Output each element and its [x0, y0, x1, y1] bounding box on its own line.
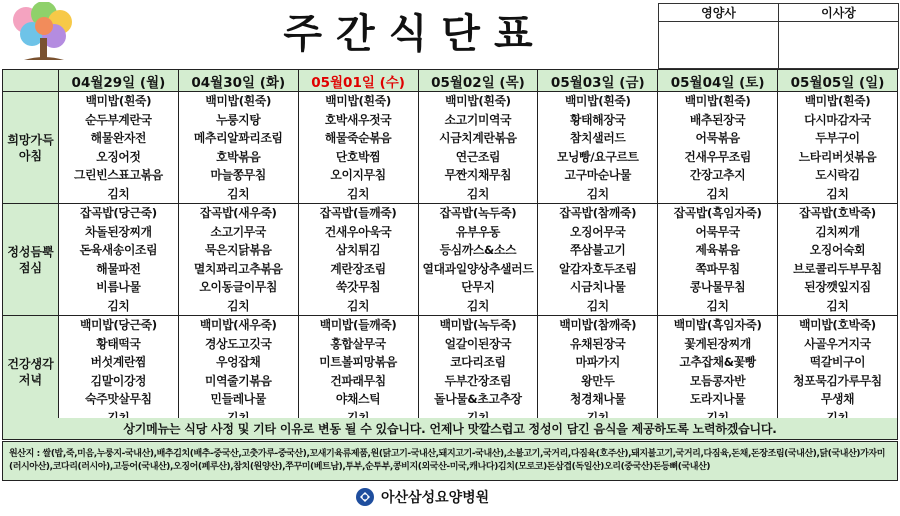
page-title: 주간식단표 — [283, 11, 547, 57]
signature-box[interactable] — [779, 22, 899, 69]
menu-item: 잡곡밥(흑임자죽) — [673, 206, 762, 220]
meal-label-line: 희망가득 — [7, 132, 54, 147]
menu-item: 김치 — [826, 298, 849, 313]
menu-item: 사골우거지국 — [804, 336, 871, 351]
day-header: 04월29일 (월) — [59, 70, 179, 92]
menu-item: 김치찌개 — [815, 224, 860, 239]
day-header: 04월30일 (화) — [178, 70, 298, 92]
menu-item: 백미밥(흰죽) — [325, 94, 391, 108]
day-header: 05월05일 (일) — [778, 70, 898, 92]
menu-item: 김치 — [227, 186, 250, 201]
menu-item: 삼치튀김 — [335, 243, 381, 257]
menu-item: 백미밥(흰죽) — [205, 94, 272, 108]
menu-item: 도라지나물 — [689, 392, 746, 406]
menu-item: 간장고추지 — [689, 168, 746, 182]
day-header-row — [3, 70, 898, 92]
menu-item: 김치 — [586, 186, 609, 201]
menu-cell — [778, 92, 898, 204]
menu-cell — [538, 316, 658, 428]
menu-item: 오이동글이무침 — [199, 280, 278, 294]
menu-item: 콩나물무침 — [689, 280, 746, 294]
menu-cell — [298, 204, 418, 316]
menu-item: 제육볶음 — [695, 243, 740, 257]
menu-item: 김치 — [347, 186, 370, 201]
menu-item: 순두부계란국 — [85, 112, 152, 127]
menu-item: 마늘쫑무침 — [210, 168, 266, 182]
tree-logo — [4, 2, 82, 64]
menu-item: 쑥갓무침 — [335, 280, 381, 294]
menu-item: 버섯계란찜 — [90, 355, 147, 369]
menu-item: 단무지 — [461, 280, 495, 294]
menu-item: 코다리조림 — [450, 355, 506, 369]
menu-item: 등심까스&소스 — [439, 243, 517, 257]
menu-item: 김치 — [347, 298, 370, 313]
meal-row — [3, 204, 898, 316]
menu-item: 미역줄기볶음 — [204, 373, 272, 388]
menu-item: 김치 — [466, 186, 490, 201]
menu-item: 백미밥(흰죽) — [564, 94, 631, 108]
menu-item: 두부간장조림 — [444, 373, 512, 388]
menu-item: 시금치계란볶음 — [439, 131, 517, 145]
menu-item: 백미밥(흰죽) — [684, 94, 751, 108]
menu-item: 유부우동 — [455, 224, 501, 239]
menu-item: 김치 — [706, 298, 729, 313]
menu-item: 숙주맛살무침 — [85, 392, 152, 406]
menu-cell — [418, 316, 538, 428]
meal-label — [3, 204, 59, 316]
menu-item: 연근조림 — [455, 149, 501, 164]
menu-cell — [538, 204, 658, 316]
menu-item: 김치 — [466, 298, 490, 313]
menu-item: 홍합살무국 — [330, 336, 386, 351]
menu-item: 황태떡국 — [96, 336, 141, 351]
approver-label: 이사장 — [779, 4, 899, 22]
menu-item: 배추된장국 — [689, 112, 746, 127]
menu-item: 도시락김 — [815, 168, 860, 182]
menu-cell — [178, 92, 298, 204]
menu-item: 참치샐러드 — [570, 131, 626, 145]
menu-item: 호박볶음 — [216, 149, 261, 164]
menu-cell — [59, 92, 179, 204]
menu-item: 무짠지채무침 — [444, 168, 512, 182]
meal-label-line: 건강생각 — [7, 356, 54, 371]
menu-item: 경상도고깃국 — [204, 336, 272, 351]
menu-item: 잡곡밥(녹두죽) — [439, 206, 517, 220]
menu-item: 백미밥(흰죽) — [804, 94, 871, 108]
menu-item: 단호박찜 — [335, 149, 381, 164]
menu-item: 열대과일양상추샐러드 — [422, 261, 534, 276]
menu-cell — [298, 316, 418, 428]
menu-item: 어묵볶음 — [695, 131, 740, 145]
menu-item: 김치 — [107, 186, 130, 201]
menu-item: 돈육새송이조림 — [79, 243, 158, 257]
menu-item: 왕만두 — [581, 373, 615, 388]
hospital-footer — [355, 484, 489, 510]
menu-cell — [778, 316, 898, 428]
menu-item: 차돌된장찌개 — [85, 224, 152, 239]
day-header: 05월03일 (금) — [538, 70, 658, 92]
menu-cell — [59, 204, 179, 316]
menu-item: 우엉잡채 — [216, 355, 261, 369]
menu-item: 시금치나물 — [570, 280, 626, 294]
menu-item: 잡곡밥(참깨죽) — [559, 206, 637, 220]
menu-item: 된장깻잎지짐 — [804, 280, 871, 294]
menu-item: 백미밥(호박죽) — [799, 318, 876, 332]
menu-item: 오징어젓 — [96, 149, 141, 164]
menu-item: 건새우아욱국 — [324, 224, 392, 239]
approver-label: 영양사 — [659, 4, 779, 22]
weekly-menu-table — [2, 69, 898, 428]
menu-item: 돌나물&초고추장 — [434, 392, 522, 406]
hospital-name: 아산삼성요양병원 — [381, 490, 490, 506]
meal-label-line: 정성듬뿍 — [7, 244, 54, 259]
day-header: 05월02일 (목) — [418, 70, 538, 92]
meal-label-line: 점심 — [18, 260, 43, 275]
menu-cell — [59, 316, 179, 428]
menu-item: 오징어무국 — [570, 224, 626, 239]
menu-cell — [658, 316, 778, 428]
menu-item: 얼갈이된장국 — [444, 336, 512, 351]
menu-item: 잡곡밥(호박죽) — [799, 206, 876, 220]
menu-item: 잡곡밥(당근죽) — [80, 206, 157, 220]
meal-row — [3, 316, 898, 428]
menu-item: 느타리버섯볶음 — [798, 149, 877, 164]
approval-table — [658, 3, 899, 69]
menu-item: 어묵무국 — [695, 224, 740, 239]
menu-item: 김치 — [227, 298, 250, 313]
meal-label-line: 저녁 — [18, 372, 43, 387]
menu-item: 오징어숙회 — [809, 243, 866, 257]
menu-item: 미트볼피망볶음 — [319, 355, 397, 369]
menu-item: 무생채 — [820, 392, 855, 406]
menu-item: 김치 — [107, 298, 130, 313]
menu-item: 떡갈비구이 — [809, 355, 866, 369]
menu-item: 해물완자전 — [90, 131, 147, 145]
menu-item: 쪽파무침 — [695, 261, 740, 276]
menu-item: 꽃게된장찌개 — [684, 336, 751, 351]
day-header: 05월04일 (토) — [658, 70, 778, 92]
menu-item: 황태해장국 — [570, 112, 626, 127]
menu-item: 해물파전 — [96, 261, 141, 276]
menu-item: 누룽지탕 — [216, 112, 261, 127]
menu-item: 알감자호두조림 — [558, 261, 637, 276]
menu-item: 비름나물 — [96, 280, 141, 294]
menu-item: 해물죽순볶음 — [324, 131, 392, 145]
menu-item: 오이지무침 — [330, 168, 386, 182]
menu-item: 계란장조림 — [330, 261, 386, 276]
menu-item: 고구마순나물 — [564, 168, 632, 182]
menu-cell — [298, 92, 418, 204]
menu-cell — [538, 92, 658, 204]
menu-item: 두부구이 — [815, 131, 860, 145]
menu-item: 김치 — [826, 186, 849, 201]
menu-item: 청포묵김가루무침 — [793, 373, 882, 388]
menu-item: 쭈삼불고기 — [570, 243, 626, 257]
menu-item: 백미밥(들깨죽) — [319, 318, 397, 332]
menu-cell — [178, 316, 298, 428]
menu-item: 백미밥(참깨죽) — [559, 318, 637, 332]
corner-cell — [3, 70, 59, 92]
menu-item: 브로콜리두부무침 — [793, 261, 882, 276]
menu-cell — [418, 92, 538, 204]
day-header-holiday: 05월01일 (수) — [298, 70, 418, 92]
menu-item: 잡곡밥(들깨죽) — [319, 206, 397, 220]
menu-cell — [418, 204, 538, 316]
menu-item: 유채된장국 — [570, 336, 626, 351]
menu-item: 소고기미역국 — [444, 112, 512, 127]
menu-item: 민들레나물 — [210, 392, 266, 406]
menu-item: 야채스틱 — [335, 392, 381, 406]
hospital-logo-icon — [355, 487, 375, 507]
menu-item: 메추리알꽈리조림 — [193, 131, 283, 145]
menu-item: 김치 — [586, 298, 609, 313]
menu-item: 고추잡채&꽃빵 — [679, 355, 756, 369]
menu-item: 김말이강정 — [90, 373, 147, 388]
menu-item: 묵은지닭볶음 — [204, 243, 272, 257]
meal-row — [3, 92, 898, 204]
meal-label — [3, 92, 59, 204]
menu-cell — [658, 204, 778, 316]
menu-item: 백미밥(흰죽) — [85, 94, 152, 108]
menu-item: 잡곡밥(새우죽) — [199, 206, 277, 220]
signature-box[interactable] — [659, 22, 779, 69]
menu-cell — [658, 92, 778, 204]
notice-banner: 상기메뉴는 식당 사정 및 기타 이유로 변동 될 수 있습니다. 언제나 맛깔스럽고 정성이 담긴 음식을 제공하도록 노력하겠습니다. — [2, 418, 898, 440]
menu-item: 소고기무국 — [210, 224, 266, 239]
meal-label-line: 아침 — [18, 148, 43, 163]
menu-cell — [178, 204, 298, 316]
menu-item: 호박새우젓국 — [324, 112, 392, 127]
menu-item: 그린빈스표고볶음 — [74, 168, 163, 182]
menu-item: 건새우무조림 — [684, 149, 751, 164]
menu-item: 백미밥(새우죽) — [199, 318, 277, 332]
menu-item: 건파래무침 — [330, 373, 386, 388]
menu-item: 백미밥(흑임자죽) — [673, 318, 762, 332]
menu-item: 모닝빵/요구르트 — [556, 149, 639, 164]
menu-item: 다시마감자국 — [804, 112, 871, 127]
menu-item: 백미밥(당근죽) — [80, 318, 157, 332]
menu-item: 모듬콩자반 — [689, 373, 746, 388]
origin-info: 원산지 : 쌀(밥,죽,미음,누룽지-국내산),배추김치(배추-중국산,고춧가루-중국산),꼬새기육류제품,원(닭고기-국내산,돼지고기-국내산),소불고기,국거리,다짐육(호주산),돼지불고기,국거리,다짐육,돈채,돈장조림(국내산),닭(국내산)가자미(러시아산),코다리(러시아),고등어(국내산),오징어(페루산),참치(원양산),쭈꾸미(베트남),투부,순투부,콩비지(외국산-미국,캐나다)김치(모로코)돈삼겹(독일산)오리(중국산)돈등뼈(국내산) — [2, 441, 898, 481]
meal-label — [3, 316, 59, 428]
menu-item: 청경채나물 — [570, 392, 626, 406]
menu-item: 마파가지 — [575, 355, 620, 369]
menu-item: 멸치꽈리고추볶음 — [193, 261, 283, 276]
menu-item: 김치 — [706, 186, 729, 201]
menu-item: 백미밥(녹두죽) — [439, 318, 517, 332]
menu-cell — [778, 204, 898, 316]
menu-item: 백미밥(흰죽) — [445, 94, 511, 108]
